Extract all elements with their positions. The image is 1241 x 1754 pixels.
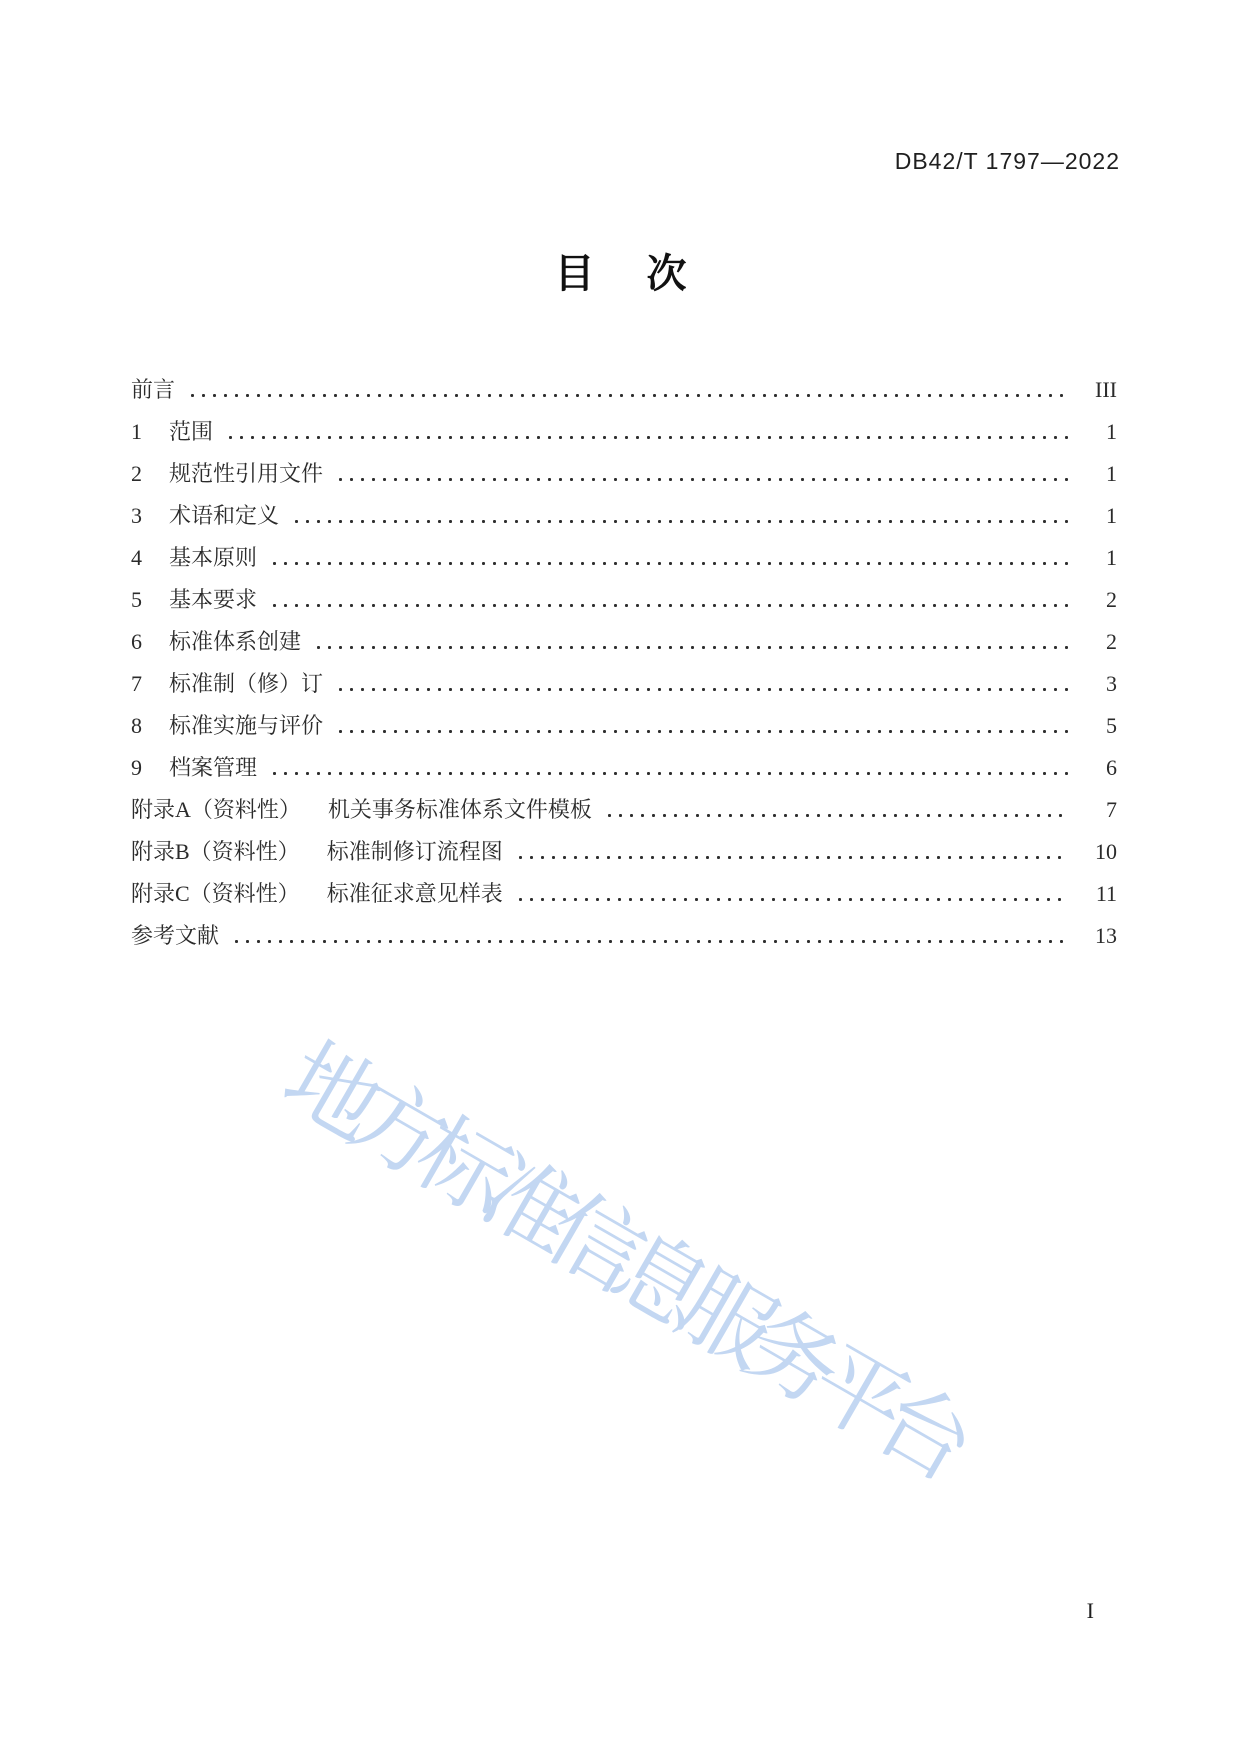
toc-page-number: 2 — [1106, 629, 1117, 654]
toc-row — [131, 411, 1117, 453]
toc-dots-leader — [604, 813, 1069, 818]
toc-dots-leader — [269, 771, 1069, 776]
toc-dots-leader — [187, 393, 1069, 398]
toc-page-number: 1 — [1106, 461, 1117, 486]
toc-dots-leader — [515, 897, 1069, 902]
toc-row — [131, 621, 1117, 663]
page-title: 目次 — [554, 252, 739, 296]
toc-row-title: 标准体系创建 — [169, 629, 302, 654]
toc-row-title: 档案管理 — [169, 755, 258, 780]
toc-row-title: 标准实施与评价 — [169, 713, 324, 738]
toc-row — [131, 789, 1117, 831]
toc-row — [131, 369, 1117, 411]
toc-row-head: 2 — [131, 461, 142, 486]
toc-row-title: 标准制（修）订 — [169, 671, 324, 696]
toc-row-title: 术语和定义 — [169, 503, 280, 528]
toc-row — [131, 495, 1117, 537]
toc-dots-leader — [225, 435, 1069, 440]
toc-dots-leader — [269, 561, 1069, 566]
toc-row — [131, 873, 1117, 915]
toc-page-number: 1 — [1106, 419, 1117, 444]
toc-row-head: 3 — [131, 503, 142, 528]
toc-row-head: 附录A（资料性） — [131, 797, 301, 822]
toc-dots-leader — [291, 519, 1069, 524]
toc-row — [131, 747, 1117, 789]
toc-row — [131, 915, 1117, 957]
toc-dots-leader — [335, 477, 1069, 482]
toc-dots-leader — [515, 855, 1069, 860]
toc-page-number: 1 — [1106, 503, 1117, 528]
toc-row-head: 7 — [131, 671, 142, 696]
footer-page-number: I — [1086, 1598, 1094, 1623]
toc-row-title: 基本原则 — [169, 545, 258, 570]
toc-row-head: 1 — [131, 419, 142, 444]
toc-row-head: 6 — [131, 629, 142, 654]
toc-row-head: 8 — [131, 713, 142, 738]
toc-row-title: 参考文献 — [131, 923, 220, 948]
toc-row-title: 范围 — [169, 419, 214, 444]
toc-dots-leader — [335, 729, 1069, 734]
toc-dots-leader — [231, 939, 1069, 944]
toc-row-head: 9 — [131, 755, 142, 780]
toc-page-number: 3 — [1106, 671, 1117, 696]
toc-row-title: 标准制修订流程图 — [326, 839, 503, 864]
toc-row-title: 规范性引用文件 — [169, 461, 324, 486]
toc-row-head: 附录B（资料性） — [131, 839, 300, 864]
toc-row — [131, 537, 1117, 579]
toc-row — [131, 663, 1117, 705]
toc-page-number: 6 — [1106, 755, 1117, 780]
toc-dots-leader — [335, 687, 1069, 692]
toc-page-number: 2 — [1106, 587, 1117, 612]
toc-page-number: 1 — [1106, 545, 1117, 570]
toc-row — [131, 831, 1117, 873]
toc-row — [131, 453, 1117, 495]
toc-page-number: III — [1095, 377, 1117, 402]
toc-dots-leader — [269, 603, 1069, 608]
table-of-contents — [131, 369, 1117, 957]
watermark-text: 地方标准信息服务平台 — [267, 1024, 977, 1494]
toc-page-number: 7 — [1106, 797, 1117, 822]
toc-row — [131, 705, 1117, 747]
toc-row-title: 标准征求意见样表 — [326, 881, 503, 906]
toc-row-title: 前言 — [131, 377, 176, 402]
toc-row-title: 机关事务标准体系文件模板 — [327, 797, 592, 822]
toc-page-number: 10 — [1095, 839, 1117, 864]
toc-page-number: 11 — [1095, 881, 1117, 906]
toc-page-number: 13 — [1095, 923, 1117, 948]
toc-dots-leader — [313, 645, 1069, 650]
doc-number: DB42/T 1797—2022 — [894, 148, 1120, 174]
toc-row-head: 4 — [131, 545, 142, 570]
toc-row-head: 附录C（资料性） — [131, 881, 300, 906]
toc-row-head: 5 — [131, 587, 142, 612]
toc-row — [131, 579, 1117, 621]
toc-page-number: 5 — [1106, 713, 1117, 738]
toc-row-title: 基本要求 — [169, 587, 258, 612]
